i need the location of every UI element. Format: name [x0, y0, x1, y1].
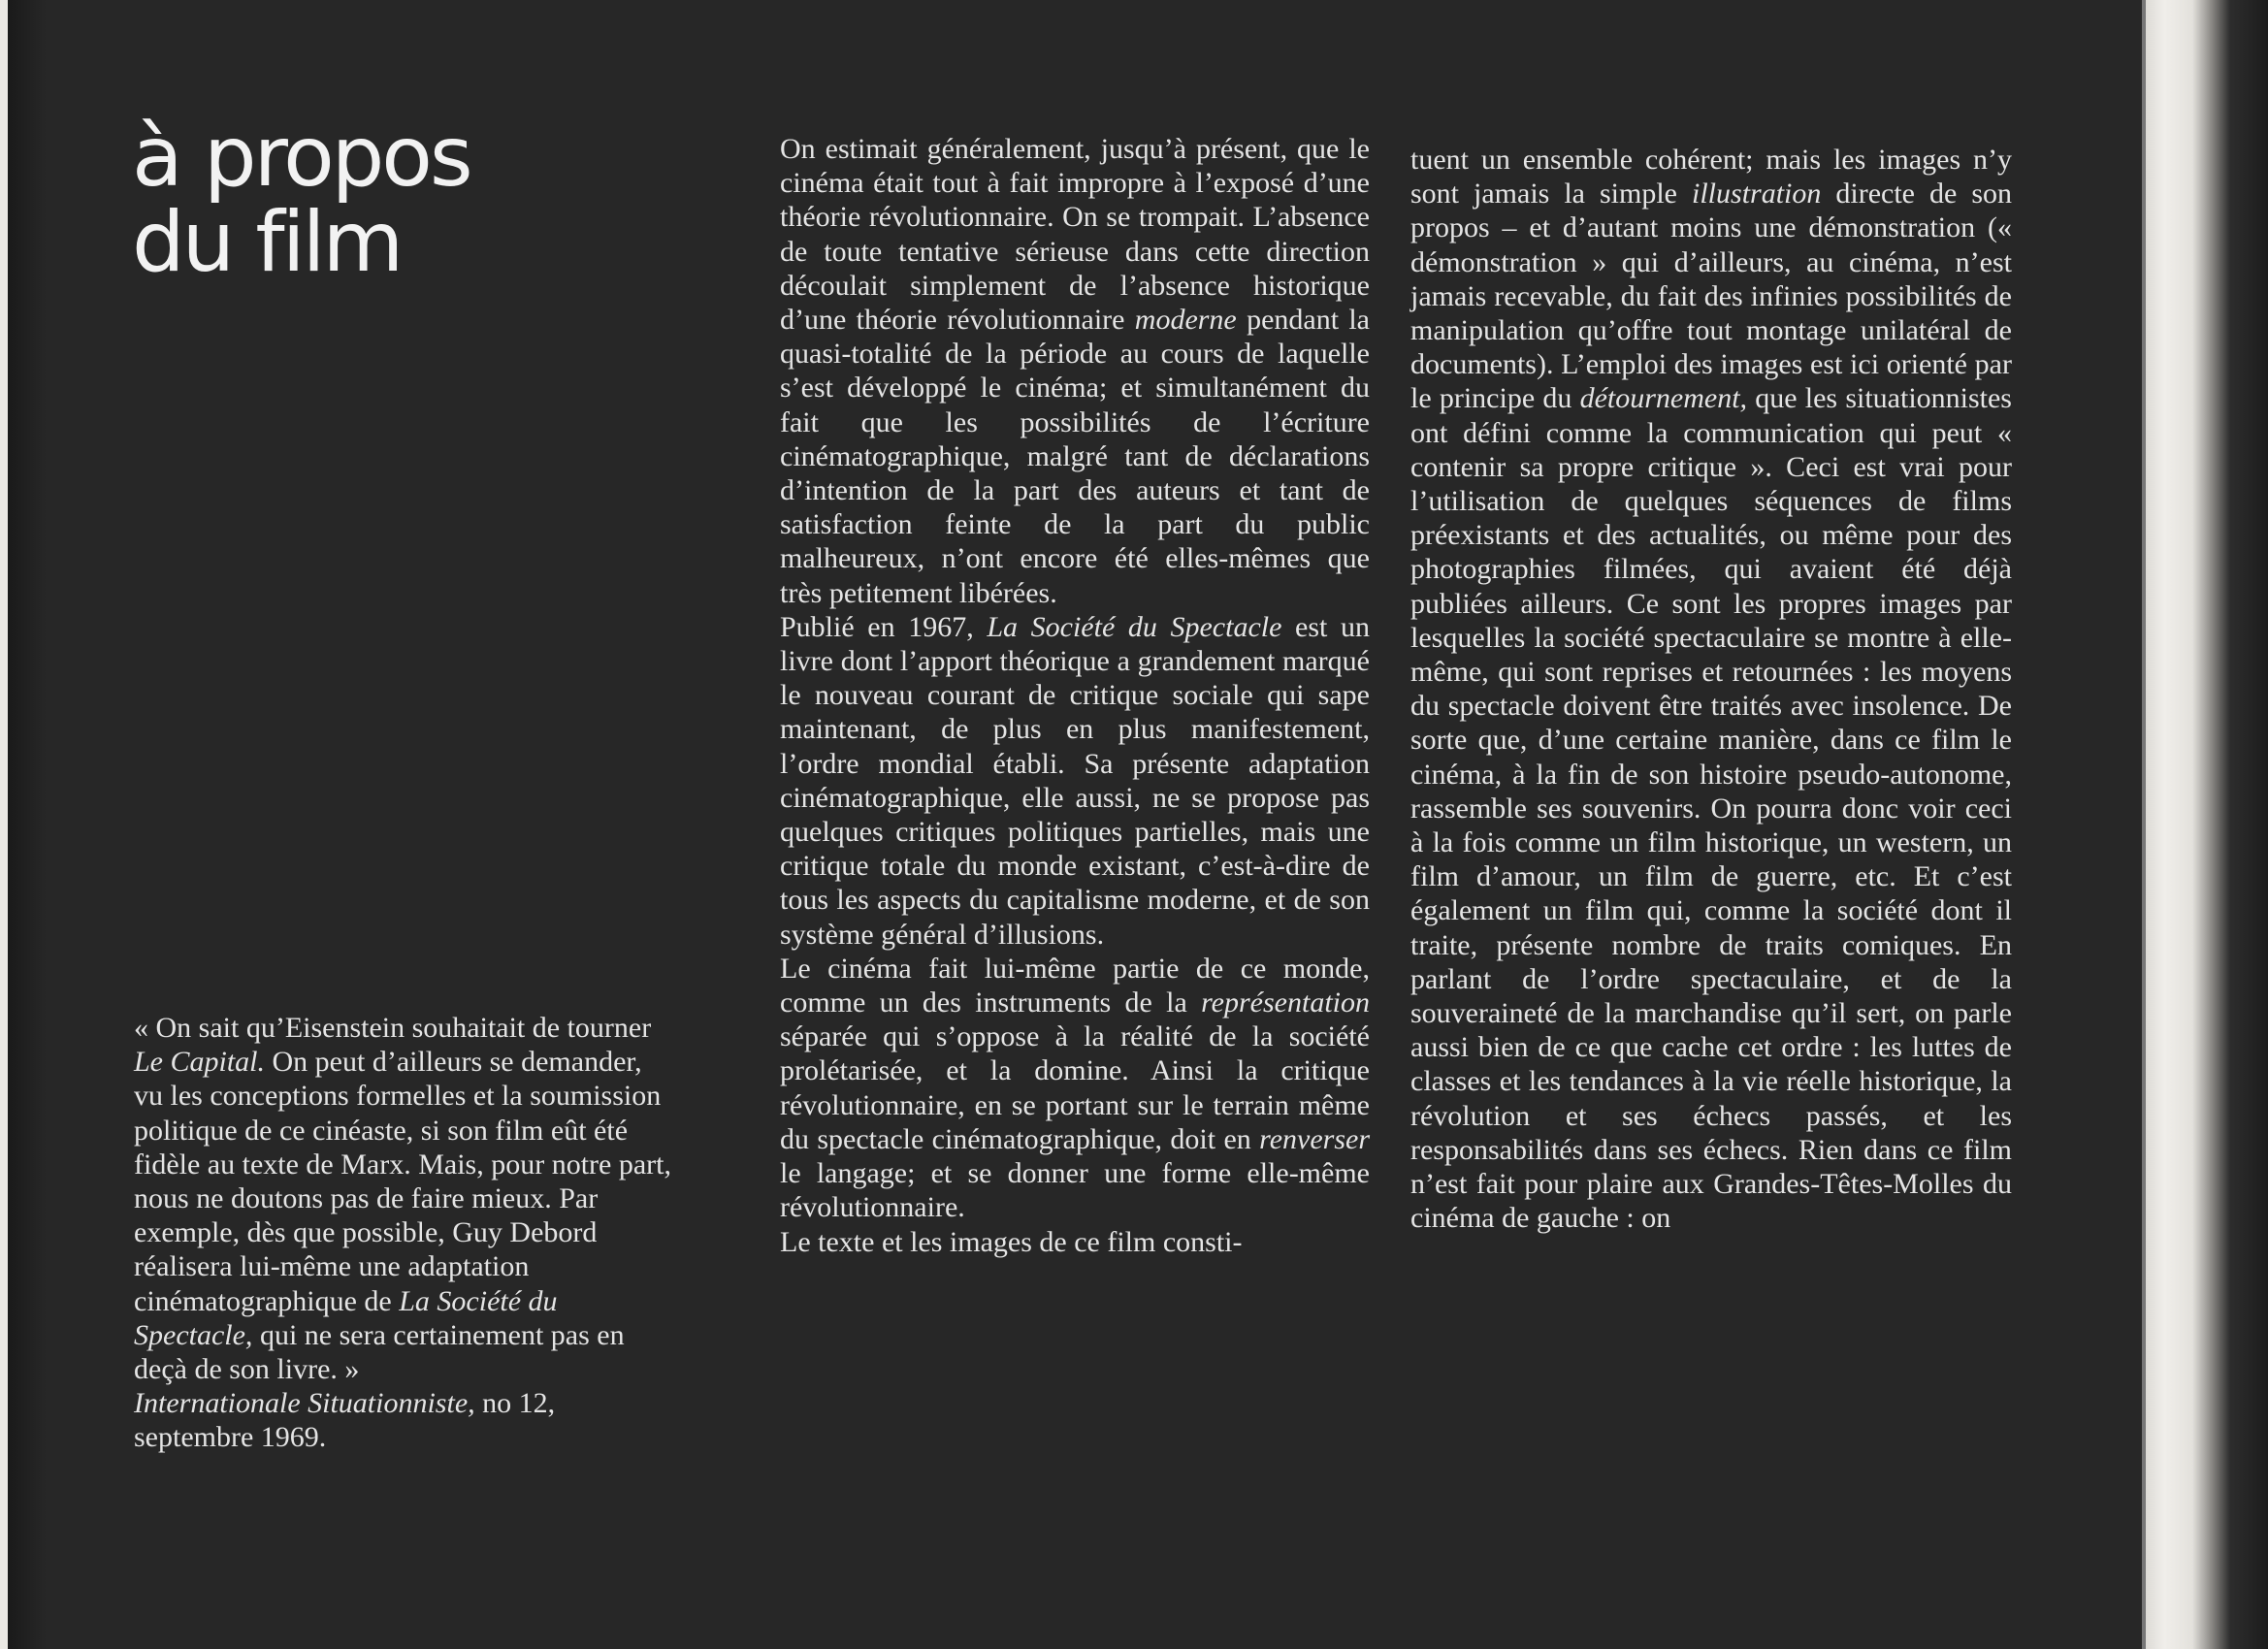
- paragraph: Le texte et les images de ce film consti-: [780, 1225, 1243, 1258]
- text-column-2: [1410, 143, 2012, 1236]
- quote-source: Internationale Situationniste, no 12, septembre 1969.: [134, 1387, 556, 1454]
- booklet-spine: [2142, 0, 2268, 1649]
- quote-body: « On sait qu’Eisenstein souhaitait de tourner Le Capital. On peut d’ailleurs se demander, vu les conceptions formelles et la soumission politique de ce cinéaste, si son film eût été fidèle au texte de Marx. Mais, pour notre part, nous ne doutons pas de faire mieux. Par exemple, dès que possible, Guy Debord réalisera lui-même une adaptation cinématographique de La Société du Spectacle, qui ne sera certainement pas en deçà de son livre. »: [134, 1012, 671, 1386]
- title-line-2: du film: [132, 194, 402, 291]
- quote-book-title-2: La Société du Spectacle,: [134, 1284, 558, 1351]
- text-column-1: [780, 132, 1370, 1259]
- page-fold-line: [2142, 0, 2146, 1649]
- page-edge-shadow: [8, 0, 47, 1649]
- epigraph-quote: [134, 1011, 677, 1455]
- paragraph: On estimait généralement, jusqu’à présent, que le cinéma était tout à fait impropre à l’exposé d’une théorie révolutionnaire. On se trompait. L’absence de toute tentative sérieuse dans cette direction découlait simplement de l’absence historique d’une théorie révolutionnaire moderne pendant la quasi-totalité de la période au cours de laquelle s’est développé le cinéma; et simultanément du fait que les possibilités de l’écriture cinématographique, malgré tant de déclarations d’intention de la part des auteurs et tant de satisfaction feinte de la part du public malheureux, n’ont encore été elles-mêmes que très petitement libérées.: [780, 133, 1370, 609]
- paragraph: Publié en 1967, La Société du Spectacle est un livre dont l’apport théorique a grandement marqué le nouveau courant de critique sociale qui sape maintenant, de plus en plus manifestement, l’ordre mondial établi. Sa présente adaptation cinématographique, elle aussi, ne se propose pas quelques critiques politiques partielles, mais une critique totale du monde existant, c’est-à-dire de tous les aspects du capitalisme moderne, et de son système général d’illusions.: [780, 610, 1370, 951]
- paragraph: Le cinéma fait lui-même partie de ce monde, comme un des instruments de la représentation séparée qui s’oppose à la réalité de la société prolétarisée, et la domine. Ainsi la critique révolutionnaire, en se portant sur le terrain même du spectacle cinématographique, doit en renverser le langage; et se donner une forme elle-même révolutionnaire.: [780, 952, 1370, 1224]
- title-line-1: à propos: [132, 109, 470, 206]
- dark-page: [8, 0, 2142, 1649]
- paragraph: tuent un ensemble cohérent; mais les images n’y sont jamais la simple illustration directe de son propos – et d’autant moins une démonstration (« démonstration » qui d’ailleurs, au cinéma, n’est jamais recevable, du fait des infinies possibilités de manipulation qu’offre tout montage unilatéral de documents). L’emploi des images est ici orienté par le principe du détournement, que les situationnistes ont défini comme la communication qui peut « contenir sa propre critique ». Ceci est vrai pour l’utilisation de quelques séquences de films préexistants et des actualités, ou même pour des photographies filmées, qui avaient été déjà publiées ailleurs. Ce sont les propres images par lesquelles la société spectaculaire se montre à elle-même, qui sont reprises et retournées : les moyens du spectacle doivent être traités avec insolence. De sorte que, d’une certaine manière, dans ce film le cinéma, à la fin de son histoire pseudo-autonome, rassemble ses souvenirs. On pourra donc voir ceci à la fois comme un film historique, un western, un film d’amour, un film de guerre, etc. Et c’est également un film qui, comme la société dont il traite, présente nombre de traits comiques. En parlant de l’ordre spectaculaire, et de la souveraineté de la marchandise qu’il sert, on parle aussi bien de ce que cache cet ordre : les luttes de classes et les tendances à la vie réelle historique, la révolution et ses échecs passés, et les responsabilités dans ses échecs. Rien dans ce film n’est fait pour plaire aux Grandes-Têtes-Molles du cinéma de gauche : on: [1410, 144, 2012, 1235]
- quote-book-title: Le Capital.: [134, 1046, 266, 1079]
- page-title: [132, 109, 470, 291]
